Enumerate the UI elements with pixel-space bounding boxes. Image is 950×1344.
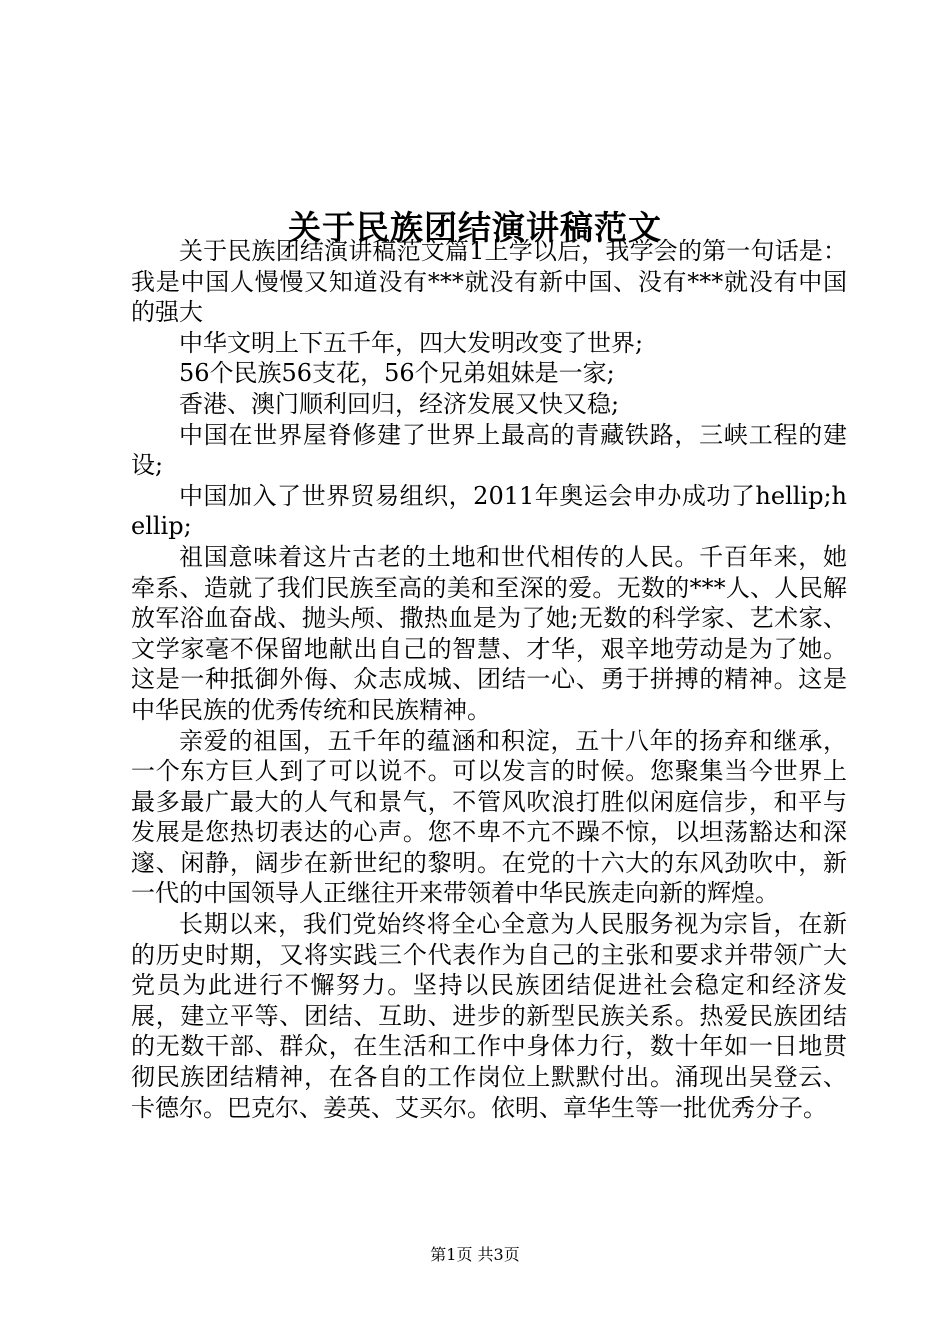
paragraph: 关于民族团结演讲稿范文篇1上学以后，我学会的第一句话是：我是中国人慢慢又知道没有***就没有新中国、没有***就没有中国的强大 [131, 237, 847, 327]
paragraph: 56个民族56支花，56个兄弟姐妹是一家; [179, 359, 615, 388]
paragraph: 中国加入了世界贸易组织，2011年奥运会申办成功了hellip;hellip; [131, 481, 847, 541]
paragraph: 中国在世界屋脊修建了世界上最高的青藏铁路，三峡工程的建设; [131, 420, 847, 480]
page-number: 第1页 共3页 [430, 1245, 520, 1264]
paragraph: 香港、澳门顺利回归，经济发展又快又稳; [179, 389, 620, 418]
paragraph: 长期以来，我们党始终将全心全意为人民服务视为宗旨，在新的历史时期，又将实践三个代表作为自己的主张和要求并带领广大党员为此进行不懈努力。坚持以民族团结促进社会稳定和经济发展，建立平等、团结、互助、进步的新型民族关系。热爱民族团结的无数干部、群众，在生活和工作中身体力行，数十年如一日地贯彻民族团结精神，在各自的工作岗位上默默付出。涌现出吴登云、卡德尔。巴克尔、姜英、艾买尔。依明、章华生等一批优秀分子。 [131, 910, 847, 1122]
paragraph: 中华文明上下五千年，四大发明改变了世界; [179, 328, 644, 357]
paragraph: 祖国意味着这片古老的土地和世代相传的人民。千百年来，她牵系、造就了我们民族至高的美和至深的爱。无数的***人、人民解放军浴血奋战、抛头颅、撒热血是为了她;无数的科学家、艺术家、文学家毫不保留地献出自己的智慧、才华，艰辛地劳动是为了她。这是一种抵御外侮、众志成城、团结一心、勇于拼搏的精神。这是中华民族的优秀传统和民族精神。 [131, 542, 847, 724]
document-body [131, 236, 847, 1123]
paragraph: 亲爱的祖国，五千年的蕴涵和积淀，五十八年的扬弃和继承，一个东方巨人到了可以说不。可以发言的时候。您聚集当今世界上最多最广最大的人气和景气，不管风吹浪打胜似闲庭信步，和平与发展是您热切表达的心声。您不卑不亢不躁不惊，以坦荡豁达和深邃、闲静，阔步在新世纪的黎明。在党的十六大的东风劲吹中，新一代的中国领导人正继往开来带领着中华民族走向新的辉煌。 [131, 726, 847, 908]
page-title: 关于民族团结演讲稿范文 [288, 208, 662, 248]
